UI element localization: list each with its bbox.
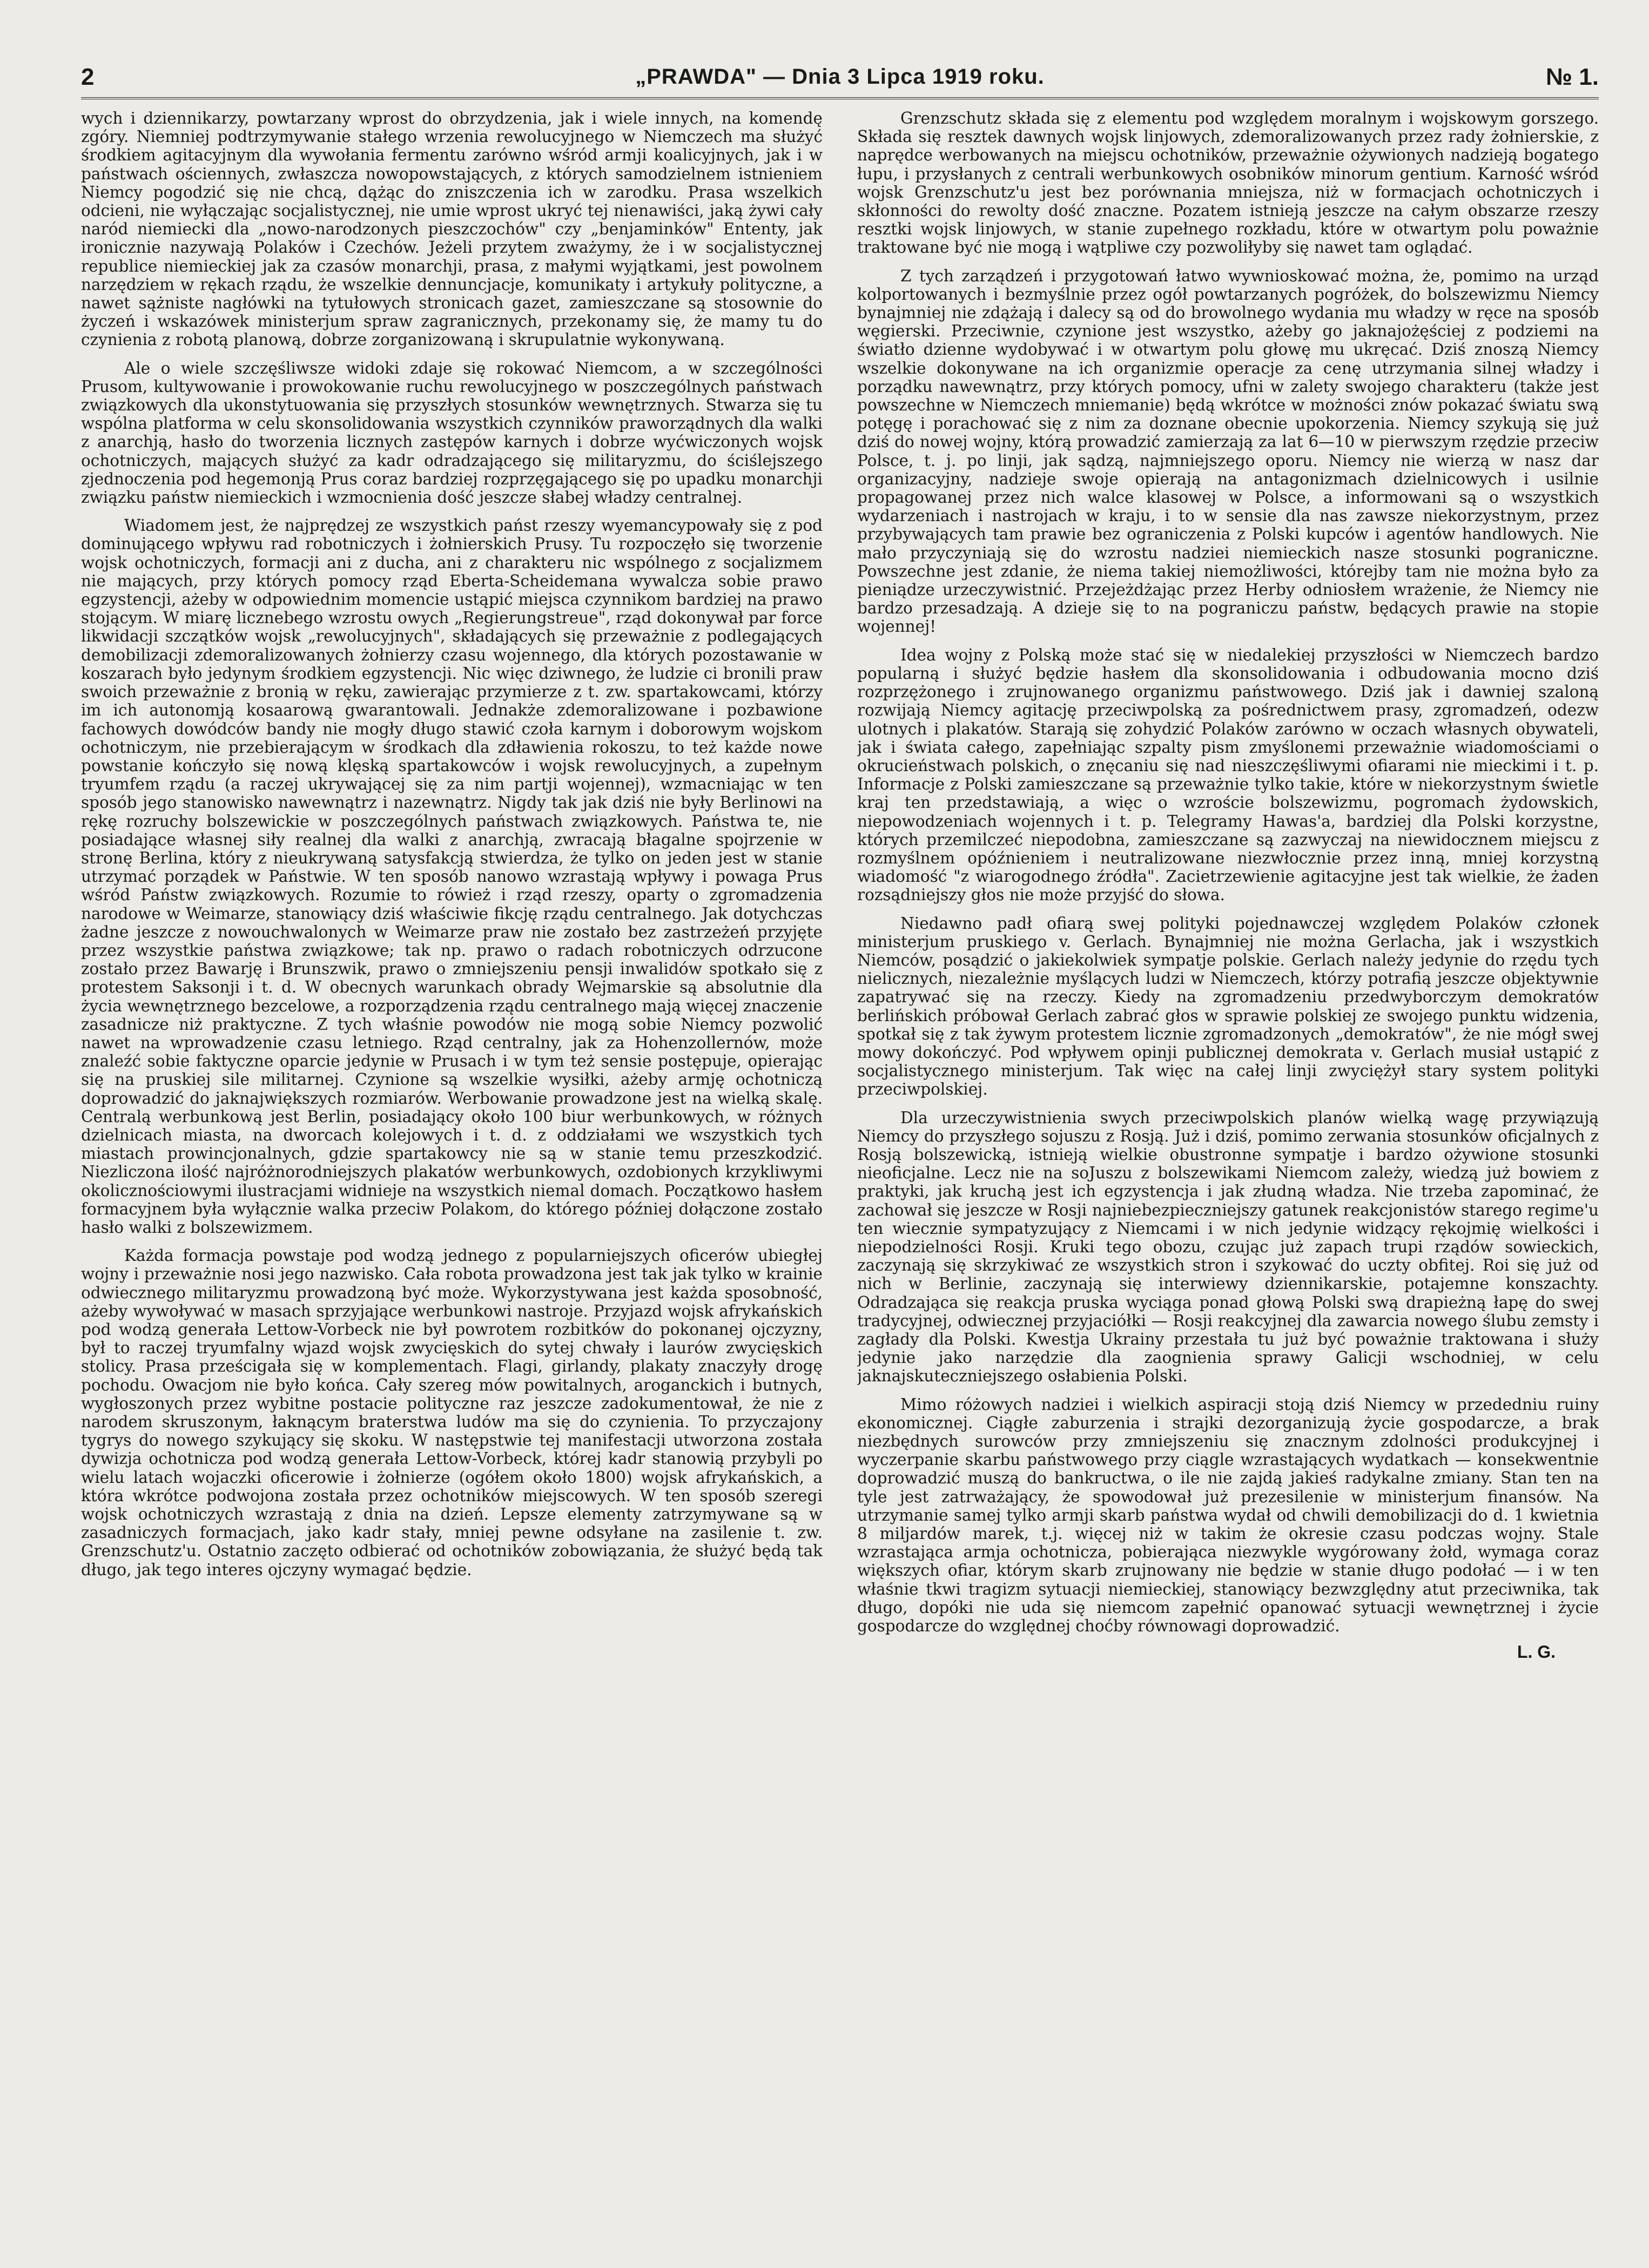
article-body (81, 109, 1599, 2219)
masthead: „PRAWDA" — Dnia 3 Lipca 1919 roku. (635, 65, 1045, 89)
paragraph: Niedawno padł ofiarą swej polityki pojednawczej względem Polaków członek ministerjum pruskiego v. Gerlach. Bynajmniej nie można Gerlacha, jak i wszystkich Niemców, posądzić o jakiekolwiek sympatje polskie. Gerlach należy jedynie do rzędu tych nielicznych, niezależnie myślących ludzi w Niemczech, którzy potrafią jeszcze objektywnie zapatrywać się na rzeczy. Kiedy na zgromadzeniu przedwyborczym demokratów berlińskich próbował Gerlach zabrać głos w sprawie polskiej ze swojego punktu widzenia, spotkał się z tak żywym protestem licznie zgromadzonych „demokratów", że nie mógł swej mowy dokończyć. Pod wpływem opinji publicznej demokrata v. Gerlach musiał ustąpić z socjalistycznego ministerjum. Tak więc na całej linji zwyciężył stary system polityki przeciwpolskiej. (857, 914, 1599, 1099)
newspaper-page (81, 59, 1599, 2219)
paragraph: Mimo różowych nadziei i wielkich aspiracji stoją dziś Niemcy w przededniu ruiny ekonomicznej. Ciągłe zaburzenia i strajki dezorganizują życie gospodarcze, a brak niezbędnych surowców przy zmniejszeniu się znacznym zdolności produkcyjnej i wyczerpanie skarbu państwowego przy ciągle wzrastających wydatkach — konsekwentnie doprowadzić muszą do bankructwa, o ile nie zajdą jakieś radykalne zmiany. Stan ten na tyle jest zatrważający, że spowodował już prezesilenie w ministerjum finansów. Na utrzymanie samej tylko armji skarb państwa wydał od chwili demobilizacji do d. 1 kwietnia 8 miljardów marek, t.j. więcej niż w takim że okresie czasu podczas wojny. Stale wzrastająca armja ochotnicza, pobierająca niezwykle wygórowany żołd, wymaga coraz większych ofiar, którym skarb zrujnowany nie będzie w stanie długo podołać — i w ten właśnie tkwi tragizm sytuacji niemieckiej, stanowiący bezwzględny atut przeciwnika, tak długo, dopóki nie uda się niemcom zapełnić opanować sytuacji wewnętrznej i życie gospodarcze do względnej choćby równowagi doprowadzić. (857, 1395, 1599, 1636)
right-column (857, 109, 1599, 2219)
paragraph: Grenzschutz składa się z elementu pod względem moralnym i wojskowym gorszego. Składa się resztek dawnych wojsk linjowych, zdemoralizowanych przez rady żołnierskie, z naprędce werbowanych na miejscu ochotników, przeważnie ożywionych nadzieją bogatego łupu, i przysłanych z centrali werbunkowych osobników minorum gentium. Karność wśród wojsk Grenzschutz'u jest bez porównania mniejsza, niż w formacjach ochotniczych i skłonności do rewolty dość znaczne. Pozatem istnieją jeszcze na całym obszarze rzeszy resztki wojsk linjowych, w stanie zupełnego rozkładu, które w otwartym polu poważnie traktowane być nie mogą i wątpliwe czy pozwoliłyby się nawet tam oglądać. (857, 109, 1599, 257)
paragraph: Dla urzeczywistnienia swych przeciwpolskich planów wielką wagę przywiązują Niemcy do przyszłego sojuszu z Rosją. Już i dziś, pomimo zerwania stosunków oficjalnych z Rosją bolszewicką, istnieją wielkie obustronne sympatje i bardzo ożywione stosunki nieoficjalne. Lecz nie na soJuszu z bolszewikami Niemcom zależy, wiedzą już bowiem z praktyki, jak kruchą jest ich egzystencja i jak złudną władza. Nie trzeba zapominać, że zachował się jeszcze w Rosji najniebezpieczniejszy gatunek reakcjonistów starego regime'u ten wiecznie sympatyzujący z Niemcami i w nich jedynie widzący rękojmię wielkości i niepodzielności Rosji. Kruki tego obozu, czując już zapach trupi rządów sowieckich, zaczynają się skrzykiwać ze wszystkich stron i szykować do uczty obfitej. Roi się już od nich w Berlinie, zaczynają się interwiewy dziennikarskie, potajemne konszachty. Odradzająca się reakcja pruska wyciąga ponad głową Polski swą drapieżną łapę do swej tradycyjnej, odwiecznej przyjaciółki — Rosji reakcyjnej dla zawarcia nowego ślubu zemsty i zagłady dla Polski. Kwestja Ukrainy przestała tu już być poważnie traktowana i służy jedynie jako narzędzie dla zaognienia sprawy Galicji wschodniej, w celu jaknajskuteczniejszego osłabienia Polski. (857, 1108, 1599, 1386)
paragraph: Każda formacja powstaje pod wodzą jednego z popularniejszych oficerów ubiegłej wojny i przeważnie nosi jego nazwisko. Cała robota prowadzona jest tak jak tylko w krainie odwiecznego militaryzmu prowadzoną być może. Wykorzystywana jest każda sposobność, ażeby wywoływać w masach sprzyjające werbunkowi nastroje. Przyjazd wojsk afrykańskich pod wodzą generała Lettow-Vorbeck nie był powrotem rozbitków do pokonanej ojczyzny, był to raczej tryumfalny wjazd wojsk zwycięskich do sytej chwały i laurów zwycięskich stolicy. Prasa prześcigała się w komplementach. Flagi, girlandy, plakaty znaczyły drogę pochodu. Owacjom nie było końca. Cały szereg mów powitalnych, aroganckich i butnych, wygłoszonych przez wybitne postacie polityczne raz jeszcze zadokumentował, że nie z narodem skruszonym, łaknącym braterstwa ludów ma się do czynienia. To przyczajony tygrys do nowego szykujący się skoku. W następstwie tej manifestacji utworzona została dywizja ochotnicza pod wodzą generała Lettow-Vorbeck, której kadr stanowią przybyli po wielu latach wojaczki oficerowie i żołnierze (ogółem około 1800) wojsk afrykańskich, a która wkrótce podwojona została przez ochotników miejscowych. W ten sposób szeregi wojsk ochotniczych wzrastają z dnia na dzień. Lepsze elementy zatrzymywane są w zasadniczych formacjach, jako kadr stały, mniej pewne odsyłane na zasilenie t. zw. Grenzschutz'u. Ostatnio zaczęto odbierać od ochotników zobowiązania, że służyć będą tak długo, jak tego interes ojczyny wymagać będzie. (81, 1246, 823, 1579)
page-header (81, 59, 1599, 99)
paragraph: Ale o wiele szczęśliwsze widoki zdaje się rokować Niemcom, a w szczególności Prusom, kultywowanie i prowokowanie ruchu rewolucyjnego w poszczególnych państwach związkowych dla ukonstytuowania się przyszłych stosunków wewnętrznych. Stwarza się tu wspólna platforma w celu skonsolidowania wszystkich czynników praworządnych dla walki z anarchją, hasło do tworzenia licznych zastępów karnych i dobrze wyćwiczonych wojsk ochotniczych, mających służyć za kadr odradzającego się militaryzmu, do ściślejszego zjednoczenia pod hegemonją Prus coraz bardziej rozprzęgającego się po upadku monarchji związku państw niemieckich i wzmocnienia dość jeszcze słabej władzy centralnej. (81, 359, 823, 507)
paragraph: wych i dziennikarzy, powtarzany wprost do obrzydzenia, jak i wiele innych, na komendę zgóry. Niemniej podtrzymywanie stałego wrzenia rewolucyjnego w Niemczech ma służyć środkiem agitacyjnym dla wywołania fermentu zarówno wśród armji koalicyjnych, jak i w państwach ościennych, zwłaszcza nowopowstających, z których samodzielnem istnieniem Niemcy pogodzić się nie chcą, dążąc do zniszczenia ich w zarodku. Prasa wszelkich odcieni, nie wyłączając socjalistycznej, nie umie wprost ukryć tej nienawiści, jaką żywi cały naród niemiecki dla „nowo-narodzonych pieszczochów" czy „benjaminków" Ententy, jak ironicznie nazywają Polaków i Czechów. Jeżeli przytem zważymy, że i w socjalistycznej republice niemieckiej jak za czasów monarchji, prasa, z małymi wyjątkami, jest powolnem narzędziem w rękach rządu, że wszelkie dennuncjacje, komunikaty i artykuły polityczne, a nawet sążniste nagłówki na tytułowych stronicach gazet, zamieszczane są stosownie do życzeń i wskazówek ministerjum spraw zagranicznych, przekonamy się, że mamy tu do czynienia z robotą planową, dobrze zorganizowaną i skrupulatnie wykonywaną. (81, 109, 823, 349)
left-column (81, 109, 823, 2219)
issue-number: № 1. (1546, 64, 1599, 90)
author-signature: L. G. (1517, 1642, 1556, 1662)
paragraph: Wiadomem jest, że najprędzej ze wszystkich państ rzeszy wyemancypowały się z pod dominującego wpływu rad robotniczych i żołnierskich Prusy. Tu rozpoczęło się tworzenie wojsk ochotniczych, formacji ani z ducha, ani z charakteru nic wspólnego z socjalizmem nie mających, przy których pomocy rząd Eberta-Scheidemana wywalcza sobie prawo egzystencji, ażeby w odpowiednim momencie ustąpić miejsca czynnikom bardziej na prawo stojącym. W miarę licznebego wzrostu owych „Regierungstreue", rząd dokonywał par force likwidacji szczątków wojsk „rewolucyjnych", składających się przeważnie z podlegających demobilizacji zdemoralizowanych żołnierzy czasu wojennego, dla których pozostawanie w koszarach było jedynym środkiem egzystencji. Nic więc dziwnego, że ludzie ci bronili praw swoich przeważnie z bronią w ręku, zawierając przymierze z t. zw. spartakowcami, którzy im ich autonomją kosaarową gwarantowali. Jednakże zdemoralizowane i pozbawione fachowych dowódców bandy nie mogły długo stawić czoła karnym i doborowym wojskom ochotniczym, nie przebierającym w środkach dla zdławienia rokoszu, to też każde nowe powstanie kończyło się nową klęską spartakowców i wojsk rewolucyjnych, a zupełnym tryumfem rządu (a raczej ukrywającej się za nim partji wojennej), wzmacniając w ten sposób jego stanowisko nawewnątrz i nazewnątrz. Nigdy tak jak dziś nie były Berlinowi na rękę rozruchy bolszewickie w poszczególnych państwach związkowych. Państwa te, nie posiadające własnej siły realnej dla walki z anarchją, zwracają błagalne spojrzenie w stronę Berlina, który z nieukrywaną satysfakcją stwierdza, że tylko on jeden jest w stanie utrzymać porządek w Państwie. W ten sposób nanowo wzrastają wpływy i powaga Prus wśród Państw związkowych. Rozumie to rówież i rząd rzeszy, oparty o zgromadzenia narodowe w Weimarze, stanowiący dziś właściwie fikcję rządu centralnego. Jak dotychczas żadne jeszcze z nowouchwalonych w Weimarze praw nie zostało bez zastrzeżeń przyjęte przez wszystkie państwa związkowe; tak np. prawo o radach robotniczych odrzucone zostało przez Bawarję i Brunszwik, prawo o zmniejszeniu pensji inwalidów spotkało się z protestem Saksonji i t. d. W obecnych warunkach obrady Wejmarskie są absolutnie dla życia wewnętrznego bezcelowe, a rozporządzenia rządu centralnego mają więcej znaczenie zasadnicze niż praktyczne. Z tych właśnie powodów nie mogą sobie Niemcy pozwolić nawet na wprowadzenie czasu letniego. Rząd centralny, jak za Hohenzollernów, może znaleźć sobie faktyczne oparcie jedynie w Prusach i w tym też sensie postępuje, opierając się na pruskiej sile militarnej. Czynione są wszelkie wysiłki, ażeby armję ochotniczą doprowadzić do jaknajwiększych rozmiarów. Werbowanie prowadzone jest na wielką skalę. Centralą werbunkową jest Berlin, posiadający około 100 biur werbunkowych, w różnych dzielnicach miasta, na dworcach kolejowych i t. d. z oddziałami we wszystkich tych miastach prowincjonalnych, gdzie spartakowcy nie są w stanie temu przeszkodzić. Niezliczona ilość najróżnorodniejszych plakatów werbunkowych, ozdobionych krzykliwymi okolicznościowymi ilustracjami widnieje na wszystkich niemal domach. Początkowo hasłem formacyjnem była wyłącznie walka przeciw Polakom, do którego później dołączone zostało hasło walki z bolszewizmem. (81, 516, 823, 1237)
paragraph: Idea wojny z Polską może stać się w niedalekiej przyszłości w Niemczech bardzo popularną i służyć będzie hasłem dla skonsolidowania i odbudowania mocno dziś rozprzężonego i zrujnowanego organizmu państwowego. Dziś jak i dawniej szaloną rozwijają Niemcy agitację przeciwpolską za pośrednictwem prasy, zgromadzeń, odezw ulotnych i plakatów. Starają się zohydzić Polaków zarówno w oczach własnych obywateli, jak i świata całego, zapełniając szpalty pism zmyślonemi przeważnie wiadomościami o okrucieństwach polskich, o znęcaniu się nad nieszczęśliwymi ofiarami nie mieckimi i t. p. Informacje z Polski zamieszczane są przeważnie tylko takie, które w niekorzystnym świetle kraj ten przedstawiają, a więc o wzroście bolszewizmu, pogromach żydowskich, niepowodzeniach wojennych i t. p. Telegramy Hawas'a, bardziej dla Polski korzystne, których przemilczeć niepodobna, zamieszczane są zazwyczaj na niewidocznem miejscu z rozmyślnem opóźnieniem i neutralizowane niezwłocznie przez inną, mniej korzystną wiadomość "z wiarogodnego źródła". Zacietrzewienie agitacyjne jest tak wielkie, że żaden rozsądniejszy głos nie może przyjść do słowa. (857, 645, 1599, 905)
page-number: 2 (81, 64, 95, 90)
paragraph: Z tych zarządzeń i przygotowań łatwo wywnioskować można, że, pomimo na urząd kolportowanych i bezmyślnie przez ogół powtarzanych pogróżek, do bolszewizmu Niemcy bynajmniej nie zdążają i dalecy są od do browolnego wydania mu władzy w ręce na sposób węgierski. Przeciwnie, czynione jest wszystko, ażeby go jaknajożęściej z podziemi na światło dzienne wydobywać i w otwartym polu głowę mu ukręcać. Dziś znoszą Niemcy wszelkie dokonywane na ich organizmie operacje za cenę utrzymania silnej władzy i porządku nawewnątrz, przy których pomocy, ufni w zalety swojego charakteru (także jest powszechne w Niemczech mniemanie) będą wkrótce w możności znów pokazać światu swą potęgę i porachować się z nim za doznane obecnie upokorzenia. Niemcy szykują się już dziś do nowej wojny, którą prowadzić zamierzają za lat 6—10 w pierwszym rzędzie przeciw Polsce, t. j. po linji, jak sądzą, najmniejszego oporu. Niemcy nie wierzą w nasz dar organizacyjny, nadzieje swoje opierają na antagonizmach dzielnicowych i usilnie propagowanej przez nich walce klasowej w Polsce, a informowani są o wszystkich wydarzeniach i nastrojach w kraju, i to w sensie dla nas zawsze niekorzystnym, przez przybywających tam prawie bez ograniczenia z Polski kupców i agentów handlowych. Nie mało przyczyniają się do wzrostu nadziei niemieckich nasze stosunki pograniczne. Powszechne jest zdanie, że niema takiej niemożliwości, którejby tam nie można było za pieniądze urzeczywistnić. Przejeżdżając przez Herby odniosłem wrażenie, że Niemcy nie bardzo przesadzają. A dzieje się to na pograniczu państw, będących prawie na stopie wojennej! (857, 266, 1599, 636)
